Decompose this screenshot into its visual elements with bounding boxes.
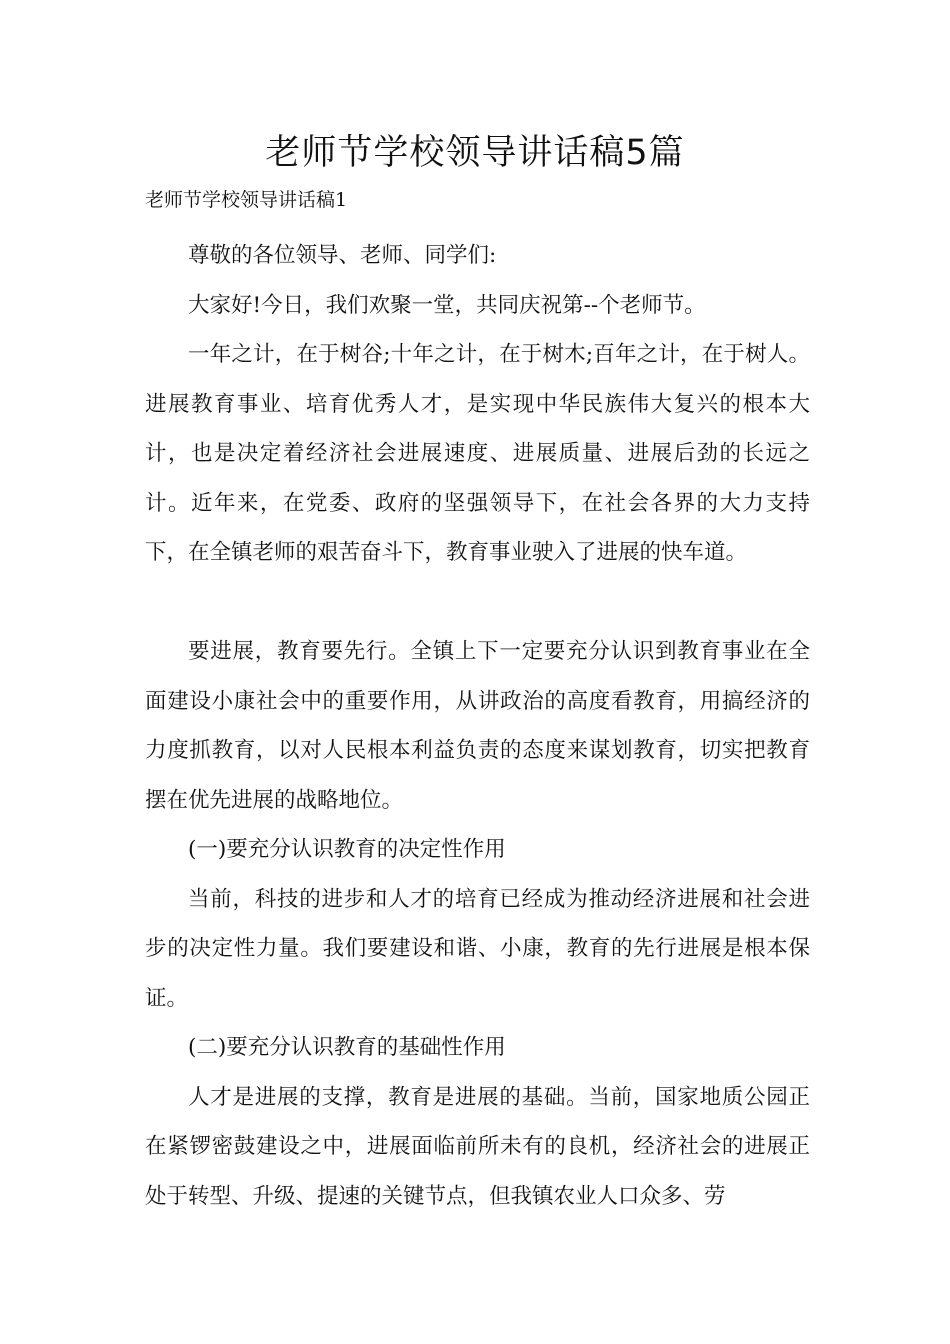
paragraph-body: 要进展，教育要先行。全镇上下一定要充分认识到教育事业在全面建设小康社会中的重要作用，从讲政治的高度看教育，用搞经济的力度抓教育，以对人民根本利益负责的态度来谋划教育，切实把教育摆在优先进展的战略地位。 [145, 639, 810, 813]
paragraph-body: 一年之计，在于树谷;十年之计，在于树木;百年之计，在于树人。进展教育事业、培育优秀人才，是实现中华民族伟大复兴的根本大计，也是决定着经济社会进展速度、进展质量、进展后劲的长远之计。近年来，在党委、政府的坚强领导下，在社会各界的大力支持下，在全镇老师的艰苦奋斗下，教育事业驶入了进展的快车道。 [145, 342, 810, 565]
document-subtitle: 老师节学校领导讲话稿1 [145, 189, 348, 211]
paragraph-body: 当前，科技的进步和人才的培育已经成为推动经济进展和社会进步的决定性力量。我们要建设和谐、小康，教育的先行进展是根本保证。 [145, 886, 810, 1011]
paragraph-greeting: 尊敬的各位领导、老师、同学们: [188, 243, 497, 268]
document-title: 老师节学校领导讲话稿5篇 [265, 133, 685, 173]
paragraph-opening: 大家好!今日，我们欢聚一堂，共同庆祝第--个老师节。 [188, 292, 706, 318]
section-heading: (一)要充分认识教育的决定性作用 [188, 837, 506, 862]
document-body [145, 231, 810, 1221]
section-heading: (二)要充分认识教育的基础性作用 [188, 1035, 506, 1060]
paragraph-body: 人才是进展的支撑，教育是进展的基础。当前，国家地质公园正在紧锣密鼓建设之中，进展面临前所未有的良机，经济社会的进展正处于转型、升级、提速的关键节点，但我镇农业人口众多、劳 [145, 1084, 810, 1209]
